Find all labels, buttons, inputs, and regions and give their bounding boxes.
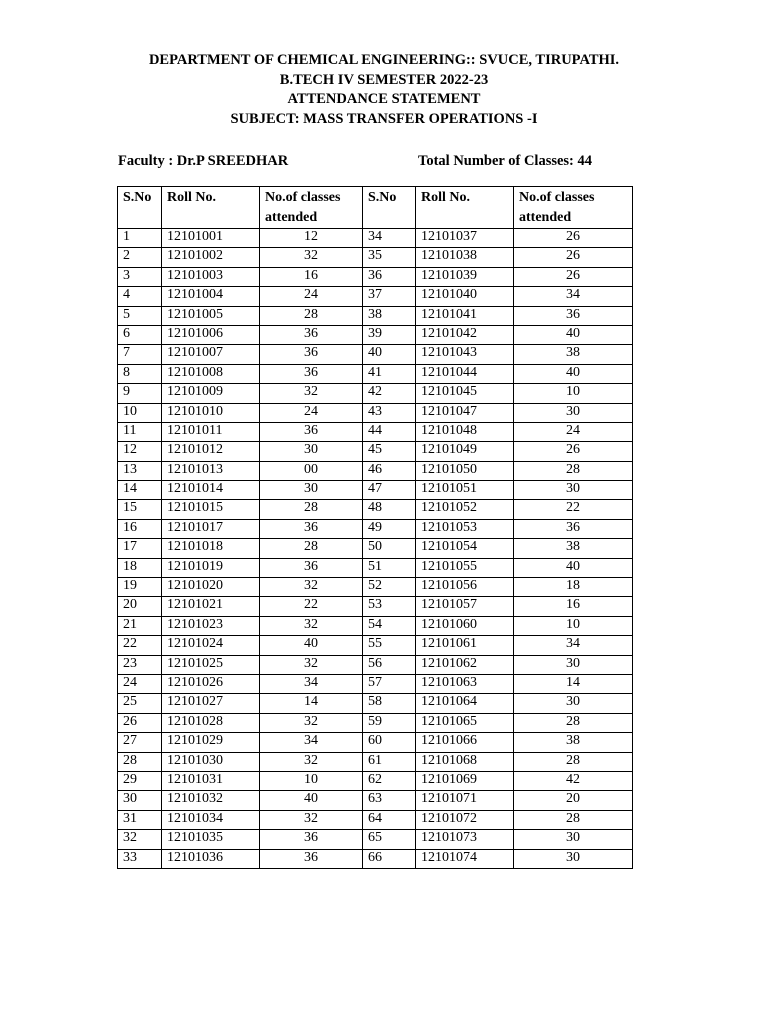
classes-attended-cell: 14 (260, 694, 363, 713)
table-row (118, 403, 633, 422)
roll-no-cell: 12101057 (416, 597, 514, 616)
roll-no-cell: 12101035 (162, 830, 260, 849)
classes-attended-cell: 20 (514, 791, 633, 810)
sno-cell: 54 (363, 616, 416, 635)
sno-cell: 16 (118, 519, 162, 538)
roll-no-cell: 12101045 (416, 384, 514, 403)
classes-attended-cell: 28 (514, 713, 633, 732)
sno-cell: 21 (118, 616, 162, 635)
sno-cell: 12 (118, 442, 162, 461)
statement-title: ATTENDANCE STATEMENT (287, 91, 481, 107)
roll-no-cell: 12101064 (416, 694, 514, 713)
classes-attended-cell: 28 (514, 810, 633, 829)
classes-attended-cell: 32 (260, 655, 363, 674)
subject-title: SUBJECT: MASS TRANSFER OPERATIONS -I (230, 110, 538, 127)
table-row (118, 481, 633, 500)
roll-no-cell: 12101048 (416, 422, 514, 441)
table-row (118, 500, 633, 519)
table-row (118, 791, 633, 810)
classes-attended-cell: 40 (514, 364, 633, 383)
sno-cell: 46 (363, 461, 416, 480)
classes-attended-cell: 30 (514, 481, 633, 500)
roll-no-cell: 12101004 (162, 287, 260, 306)
roll-no-cell: 12101010 (162, 403, 260, 422)
roll-no-cell: 12101019 (162, 558, 260, 577)
classes-attended-cell: 30 (514, 403, 633, 422)
table-row (118, 306, 633, 325)
classes-attended-cell: 24 (260, 287, 363, 306)
sno-cell: 13 (118, 461, 162, 480)
roll-no-cell: 12101028 (162, 713, 260, 732)
classes-attended-cell: 28 (514, 752, 633, 771)
roll-no-cell: 12101036 (162, 849, 260, 868)
roll-no-cell: 12101068 (416, 752, 514, 771)
sno-cell: 37 (363, 287, 416, 306)
table-row (118, 248, 633, 267)
table-row (118, 422, 633, 441)
classes-attended-cell: 24 (514, 422, 633, 441)
classes-attended-cell: 36 (260, 558, 363, 577)
sno-cell: 65 (363, 830, 416, 849)
classes-attended-cell: 40 (260, 791, 363, 810)
roll-no-cell: 12101008 (162, 364, 260, 383)
table-row (118, 345, 633, 364)
faculty-name: Faculty : Dr.P SREEDHAR (118, 153, 289, 169)
table-row (118, 229, 633, 248)
sno-cell: 48 (363, 500, 416, 519)
sno-cell: 45 (363, 442, 416, 461)
roll-no-cell: 12101065 (416, 713, 514, 732)
classes-attended-cell: 00 (260, 461, 363, 480)
sno-cell: 55 (363, 636, 416, 655)
table-row (118, 849, 633, 868)
roll-no-cell: 12101037 (416, 229, 514, 248)
sno-cell: 38 (363, 306, 416, 325)
roll-no-cell: 12101017 (162, 519, 260, 538)
sno-cell: 39 (363, 325, 416, 344)
sno-cell: 18 (118, 558, 162, 577)
table-row (118, 636, 633, 655)
sno-cell: 60 (363, 733, 416, 752)
classes-attended-cell: 26 (514, 229, 633, 248)
table-row (118, 442, 633, 461)
sno-cell: 56 (363, 655, 416, 674)
sno-cell: 1 (118, 229, 162, 248)
sno-cell: 30 (118, 791, 162, 810)
roll-no-cell: 12101069 (416, 771, 514, 790)
sno-cell: 15 (118, 500, 162, 519)
roll-no-cell: 12101054 (416, 539, 514, 558)
sno-cell: 52 (363, 578, 416, 597)
header-sno: S.No (118, 187, 162, 229)
sno-cell: 3 (118, 267, 162, 286)
sno-cell: 14 (118, 481, 162, 500)
sno-cell: 43 (363, 403, 416, 422)
department-title: DEPARTMENT OF CHEMICAL ENGINEERING:: SVUCE, TIRUPATHI. (148, 52, 620, 68)
table-row (118, 713, 633, 732)
semester-title: B.TECH IV SEMESTER 2022-23 (279, 71, 489, 88)
classes-attended-cell: 30 (260, 481, 363, 500)
classes-attended-cell: 36 (260, 519, 363, 538)
classes-attended-cell: 32 (260, 616, 363, 635)
classes-attended-cell: 42 (514, 771, 633, 790)
sno-cell: 6 (118, 325, 162, 344)
roll-no-cell: 12101044 (416, 364, 514, 383)
classes-attended-cell: 22 (260, 597, 363, 616)
roll-no-cell: 12101003 (162, 267, 260, 286)
classes-attended-cell: 38 (514, 345, 633, 364)
roll-no-cell: 12101041 (416, 306, 514, 325)
table-row (118, 752, 633, 771)
roll-no-cell: 12101026 (162, 674, 260, 693)
sno-cell: 2 (118, 248, 162, 267)
classes-attended-cell: 34 (514, 636, 633, 655)
sno-cell: 4 (118, 287, 162, 306)
classes-attended-cell: 32 (260, 384, 363, 403)
classes-attended-cell: 14 (514, 674, 633, 693)
sno-cell: 9 (118, 384, 162, 403)
header-classes-attended: No.of classes attended (514, 187, 633, 229)
classes-attended-cell: 30 (514, 830, 633, 849)
roll-no-cell: 12101018 (162, 539, 260, 558)
roll-no-cell: 12101051 (416, 481, 514, 500)
roll-no-cell: 12101042 (416, 325, 514, 344)
table-header-row (118, 187, 633, 229)
classes-attended-cell: 36 (514, 306, 633, 325)
roll-no-cell: 12101049 (416, 442, 514, 461)
classes-attended-cell: 34 (514, 287, 633, 306)
table-row (118, 461, 633, 480)
header-roll-no: Roll No. (416, 187, 514, 229)
classes-attended-cell: 28 (260, 306, 363, 325)
classes-attended-cell: 38 (514, 733, 633, 752)
sno-cell: 63 (363, 791, 416, 810)
sno-cell: 62 (363, 771, 416, 790)
roll-no-cell: 12101014 (162, 481, 260, 500)
sno-cell: 24 (118, 674, 162, 693)
header-roll-no: Roll No. (162, 187, 260, 229)
roll-no-cell: 12101056 (416, 578, 514, 597)
sno-cell: 42 (363, 384, 416, 403)
classes-attended-cell: 18 (514, 578, 633, 597)
table-row (118, 558, 633, 577)
classes-attended-cell: 40 (514, 325, 633, 344)
classes-attended-cell: 40 (514, 558, 633, 577)
roll-no-cell: 12101009 (162, 384, 260, 403)
roll-no-cell: 12101063 (416, 674, 514, 693)
attendance-table (117, 186, 633, 869)
roll-no-cell: 12101007 (162, 345, 260, 364)
classes-attended-cell: 36 (260, 364, 363, 383)
sno-cell: 7 (118, 345, 162, 364)
roll-no-cell: 12101031 (162, 771, 260, 790)
classes-attended-cell: 36 (260, 422, 363, 441)
sno-cell: 28 (118, 752, 162, 771)
roll-no-cell: 12101047 (416, 403, 514, 422)
sno-cell: 34 (363, 229, 416, 248)
table-row (118, 771, 633, 790)
classes-attended-cell: 36 (260, 830, 363, 849)
roll-no-cell: 12101040 (416, 287, 514, 306)
sno-cell: 22 (118, 636, 162, 655)
classes-attended-cell: 36 (514, 519, 633, 538)
roll-no-cell: 12101023 (162, 616, 260, 635)
roll-no-cell: 12101015 (162, 500, 260, 519)
sno-cell: 20 (118, 597, 162, 616)
sno-cell: 29 (118, 771, 162, 790)
classes-attended-cell: 22 (514, 500, 633, 519)
classes-attended-cell: 36 (260, 849, 363, 868)
table-row (118, 597, 633, 616)
classes-attended-cell: 40 (260, 636, 363, 655)
table-row (118, 830, 633, 849)
sno-cell: 64 (363, 810, 416, 829)
roll-no-cell: 12101050 (416, 461, 514, 480)
sno-cell: 59 (363, 713, 416, 732)
roll-no-cell: 12101055 (416, 558, 514, 577)
roll-no-cell: 12101034 (162, 810, 260, 829)
classes-attended-cell: 34 (260, 733, 363, 752)
roll-no-cell: 12101024 (162, 636, 260, 655)
roll-no-cell: 12101039 (416, 267, 514, 286)
classes-attended-cell: 30 (514, 655, 633, 674)
sno-cell: 47 (363, 481, 416, 500)
sno-cell: 31 (118, 810, 162, 829)
classes-attended-cell: 10 (514, 616, 633, 635)
classes-attended-cell: 30 (514, 694, 633, 713)
classes-attended-cell: 28 (260, 539, 363, 558)
roll-no-cell: 12101027 (162, 694, 260, 713)
table-row (118, 384, 633, 403)
sno-cell: 66 (363, 849, 416, 868)
roll-no-cell: 12101020 (162, 578, 260, 597)
total-classes: Total Number of Classes: 44 (418, 153, 593, 169)
sno-cell: 58 (363, 694, 416, 713)
roll-no-cell: 12101011 (162, 422, 260, 441)
sno-cell: 8 (118, 364, 162, 383)
classes-attended-cell: 36 (260, 325, 363, 344)
roll-no-cell: 12101053 (416, 519, 514, 538)
table-row (118, 267, 633, 286)
classes-attended-cell: 32 (260, 810, 363, 829)
classes-attended-cell: 34 (260, 674, 363, 693)
roll-no-cell: 12101002 (162, 248, 260, 267)
sno-cell: 17 (118, 539, 162, 558)
sno-cell: 27 (118, 733, 162, 752)
roll-no-cell: 12101072 (416, 810, 514, 829)
roll-no-cell: 12101005 (162, 306, 260, 325)
roll-no-cell: 12101060 (416, 616, 514, 635)
classes-attended-cell: 38 (514, 539, 633, 558)
roll-no-cell: 12101021 (162, 597, 260, 616)
classes-attended-cell: 26 (514, 248, 633, 267)
classes-attended-cell: 32 (260, 752, 363, 771)
sno-cell: 44 (363, 422, 416, 441)
sno-cell: 50 (363, 539, 416, 558)
classes-attended-cell: 26 (514, 267, 633, 286)
roll-no-cell: 12101061 (416, 636, 514, 655)
roll-no-cell: 12101071 (416, 791, 514, 810)
table-row (118, 364, 633, 383)
classes-attended-cell: 26 (514, 442, 633, 461)
roll-no-cell: 12101052 (416, 500, 514, 519)
classes-attended-cell: 30 (260, 442, 363, 461)
sno-cell: 26 (118, 713, 162, 732)
sno-cell: 53 (363, 597, 416, 616)
roll-no-cell: 12101029 (162, 733, 260, 752)
classes-attended-cell: 10 (260, 771, 363, 790)
table-row (118, 325, 633, 344)
sno-cell: 41 (363, 364, 416, 383)
classes-attended-cell: 36 (260, 345, 363, 364)
classes-attended-cell: 32 (260, 578, 363, 597)
table-row (118, 733, 633, 752)
sno-cell: 11 (118, 422, 162, 441)
classes-attended-cell: 32 (260, 713, 363, 732)
sno-cell: 19 (118, 578, 162, 597)
sno-cell: 36 (363, 267, 416, 286)
table-row (118, 616, 633, 635)
classes-attended-cell: 16 (514, 597, 633, 616)
roll-no-cell: 12101025 (162, 655, 260, 674)
sno-cell: 35 (363, 248, 416, 267)
table-row (118, 655, 633, 674)
classes-attended-cell: 16 (260, 267, 363, 286)
table-row (118, 578, 633, 597)
header-classes-attended: No.of classes attended (260, 187, 363, 229)
classes-attended-cell: 28 (260, 500, 363, 519)
table-row (118, 674, 633, 693)
document-heading (0, 51, 768, 129)
roll-no-cell: 12101073 (416, 830, 514, 849)
classes-attended-cell: 12 (260, 229, 363, 248)
sno-cell: 32 (118, 830, 162, 849)
roll-no-cell: 12101038 (416, 248, 514, 267)
roll-no-cell: 12101032 (162, 791, 260, 810)
sno-cell: 23 (118, 655, 162, 674)
header-sno: S.No (363, 187, 416, 229)
sno-cell: 5 (118, 306, 162, 325)
roll-no-cell: 12101012 (162, 442, 260, 461)
sno-cell: 57 (363, 674, 416, 693)
roll-no-cell: 12101066 (416, 733, 514, 752)
roll-no-cell: 12101030 (162, 752, 260, 771)
roll-no-cell: 12101001 (162, 229, 260, 248)
classes-attended-cell: 28 (514, 461, 633, 480)
roll-no-cell: 12101006 (162, 325, 260, 344)
table-row (118, 519, 633, 538)
roll-no-cell: 12101043 (416, 345, 514, 364)
table-row (118, 810, 633, 829)
table-row (118, 694, 633, 713)
roll-no-cell: 12101074 (416, 849, 514, 868)
roll-no-cell: 12101013 (162, 461, 260, 480)
sno-cell: 49 (363, 519, 416, 538)
roll-no-cell: 12101062 (416, 655, 514, 674)
classes-attended-cell: 24 (260, 403, 363, 422)
sno-cell: 10 (118, 403, 162, 422)
table-row (118, 539, 633, 558)
sno-cell: 61 (363, 752, 416, 771)
sno-cell: 33 (118, 849, 162, 868)
classes-attended-cell: 32 (260, 248, 363, 267)
sno-cell: 25 (118, 694, 162, 713)
classes-attended-cell: 10 (514, 384, 633, 403)
classes-attended-cell: 30 (514, 849, 633, 868)
table-row (118, 287, 633, 306)
sno-cell: 40 (363, 345, 416, 364)
sno-cell: 51 (363, 558, 416, 577)
